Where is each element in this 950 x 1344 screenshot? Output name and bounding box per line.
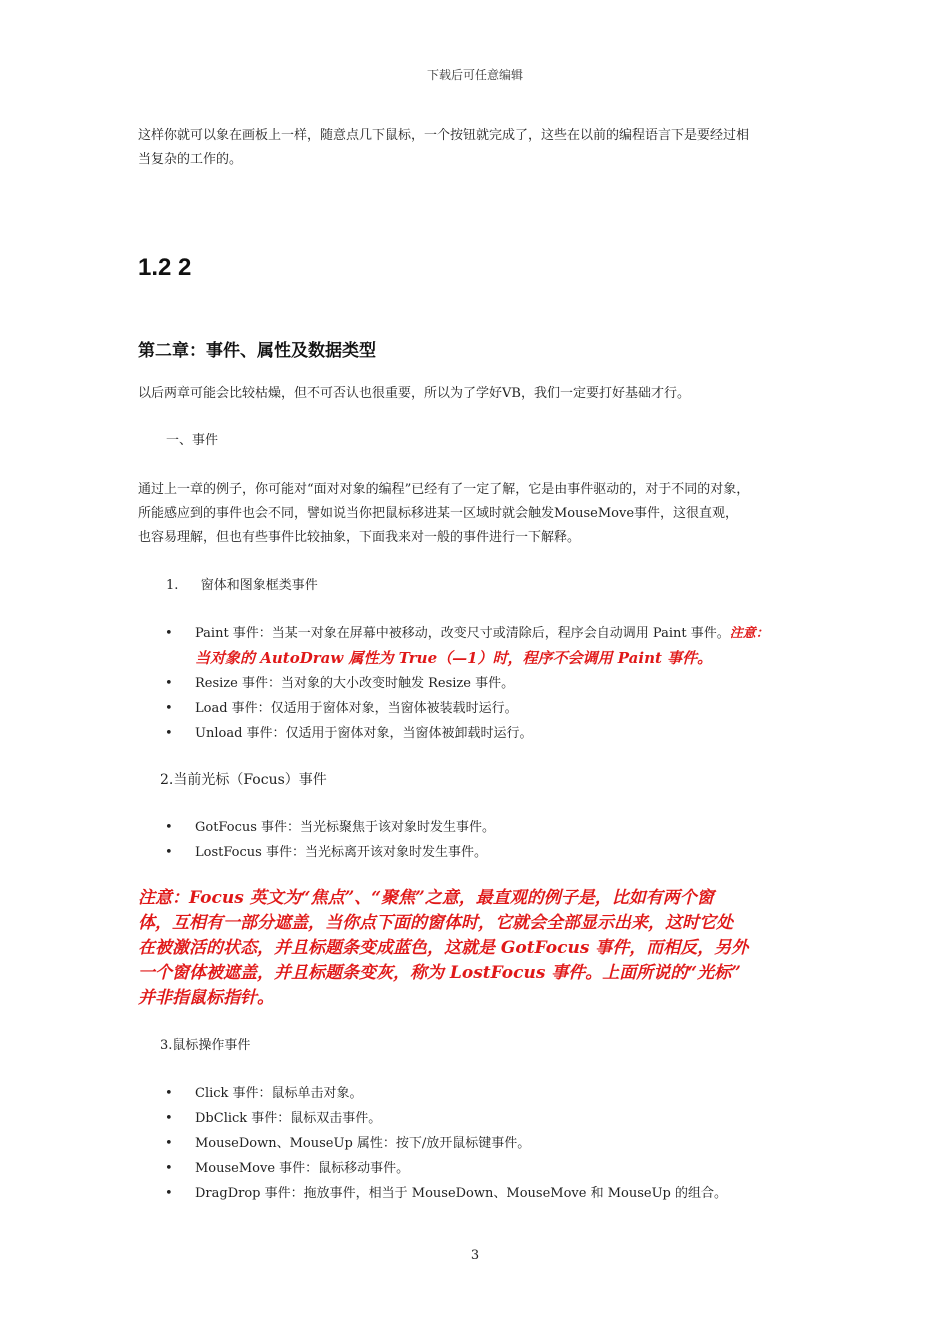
bullet-icon: • <box>165 1111 173 1126</box>
focus-note <box>138 886 748 1011</box>
dbclick-event-text: DbClick 事件：鼠标双击事件。 <box>195 1111 382 1126</box>
subsection-2-title: 2.当前光标（Focus）事件 <box>160 772 327 788</box>
events-line-2: 所能感应到的事件也会不同，譬如说当你把鼠标移进某一区域时就会触发MouseMove事件，这很直观， <box>138 506 739 521</box>
focus-note-line-1: 注意：Focus 英文为“焦点”、“聚焦”之意，最直观的例子是，比如有两个窗 <box>138 888 714 908</box>
load-event-text: Load 事件：仅适用于窗体对象，当窗体被装载时运行。 <box>195 701 518 716</box>
mousemove-event-text: MouseMove 事件：鼠标移动事件。 <box>195 1161 410 1176</box>
intro-line-2: 当复杂的工作的。 <box>138 152 243 167</box>
click-event-text: Click 事件：鼠标单击对象。 <box>195 1086 363 1101</box>
paint-note-label: 注意： <box>729 626 769 641</box>
paint-note-text: 当对象的 AutoDraw 属性为 True（—1）时，程序不会调用 Paint 事件。 <box>195 649 713 667</box>
paint-event-text: Paint 事件：当某一对象在屏幕中被移动，改变尺寸或清除后，程序会自动调用 Paint 事件。 <box>195 626 730 641</box>
events-paragraph <box>138 478 749 550</box>
focus-note-line-2: 体，互相有一部分遮盖，当你点下面的窗体时，它就会全部显示出来，这时它处 <box>138 913 733 933</box>
bullet-icon: • <box>165 1161 173 1176</box>
gotfocus-event-text: GotFocus 事件：当光标聚焦于该对象时发生事件。 <box>195 820 496 835</box>
events-line-3: 也容易理解，但也有些事件比较抽象，下面我来对一般的事件进行一下解释。 <box>138 530 581 545</box>
bullet-icon: • <box>165 626 173 641</box>
chapter-title: 第二章：事件、属性及数据类型 <box>138 341 376 361</box>
subsection-1-heading <box>166 574 318 598</box>
part1-title: 一、事件 <box>166 433 219 448</box>
focus-note-line-4: 一个窗体被遮盖，并且标题条变灰，称为 LostFocus 事件。上面所说的“光标” <box>138 963 741 983</box>
bullet-icon: • <box>165 1136 173 1151</box>
section-number: 1.2 2 <box>138 254 192 281</box>
events-line-1: 通过上一章的例子，你可能对“面对对象的编程”已经有了一定了解，它是由事件驱动的，对于不同的对象， <box>138 482 750 497</box>
subsection-3-title: 3.鼠标操作事件 <box>160 1038 251 1053</box>
intro-paragraph <box>138 124 749 172</box>
unload-event-text: Unload 事件：仅适用于窗体对象，当窗体被卸载时运行。 <box>195 726 533 741</box>
bullet-icon: • <box>165 726 173 741</box>
intro-line-1: 这样你就可以象在画板上一样，随意点几下鼠标，一个按钮就完成了，这些在以前的编程语言下是要经过相 <box>138 128 750 143</box>
chapter-intro: 以后两章可能会比较枯燥，但不可否认也很重要，所以为了学好VB，我们一定要打好基础才行。 <box>138 386 690 401</box>
bullet-icon: • <box>165 1186 173 1201</box>
resize-event-text: Resize 事件：当对象的大小改变时触发 Resize 事件。 <box>195 676 515 691</box>
dragdrop-event-text: DragDrop 事件：拖放事件，相当于 MouseDown、MouseMove 和 MouseUp 的组合。 <box>195 1186 727 1201</box>
bullet-icon: • <box>165 845 173 860</box>
page-header: 下载后可任意编辑 <box>426 68 523 82</box>
focus-note-line-3: 在被激活的状态，并且标题条变成蓝色，这就是 GotFocus 事件，而相反，另外 <box>138 938 749 958</box>
bullet-icon: • <box>165 820 173 835</box>
bullet-icon: • <box>165 1086 173 1101</box>
lostfocus-event-text: LostFocus 事件：当光标离开该对象时发生事件。 <box>195 845 487 860</box>
bullet-icon: • <box>165 676 173 691</box>
mousedown-event-text: MouseDown、MouseUp 属性：按下/放开鼠标键事件。 <box>195 1136 531 1151</box>
subsection-1-number: 1. <box>166 578 179 593</box>
page-number: 3 <box>470 1248 480 1263</box>
focus-note-line-5: 并非指鼠标指针。 <box>138 988 274 1008</box>
subsection-1-title: 窗体和图象框类事件 <box>200 578 318 593</box>
bullet-icon: • <box>165 701 173 716</box>
